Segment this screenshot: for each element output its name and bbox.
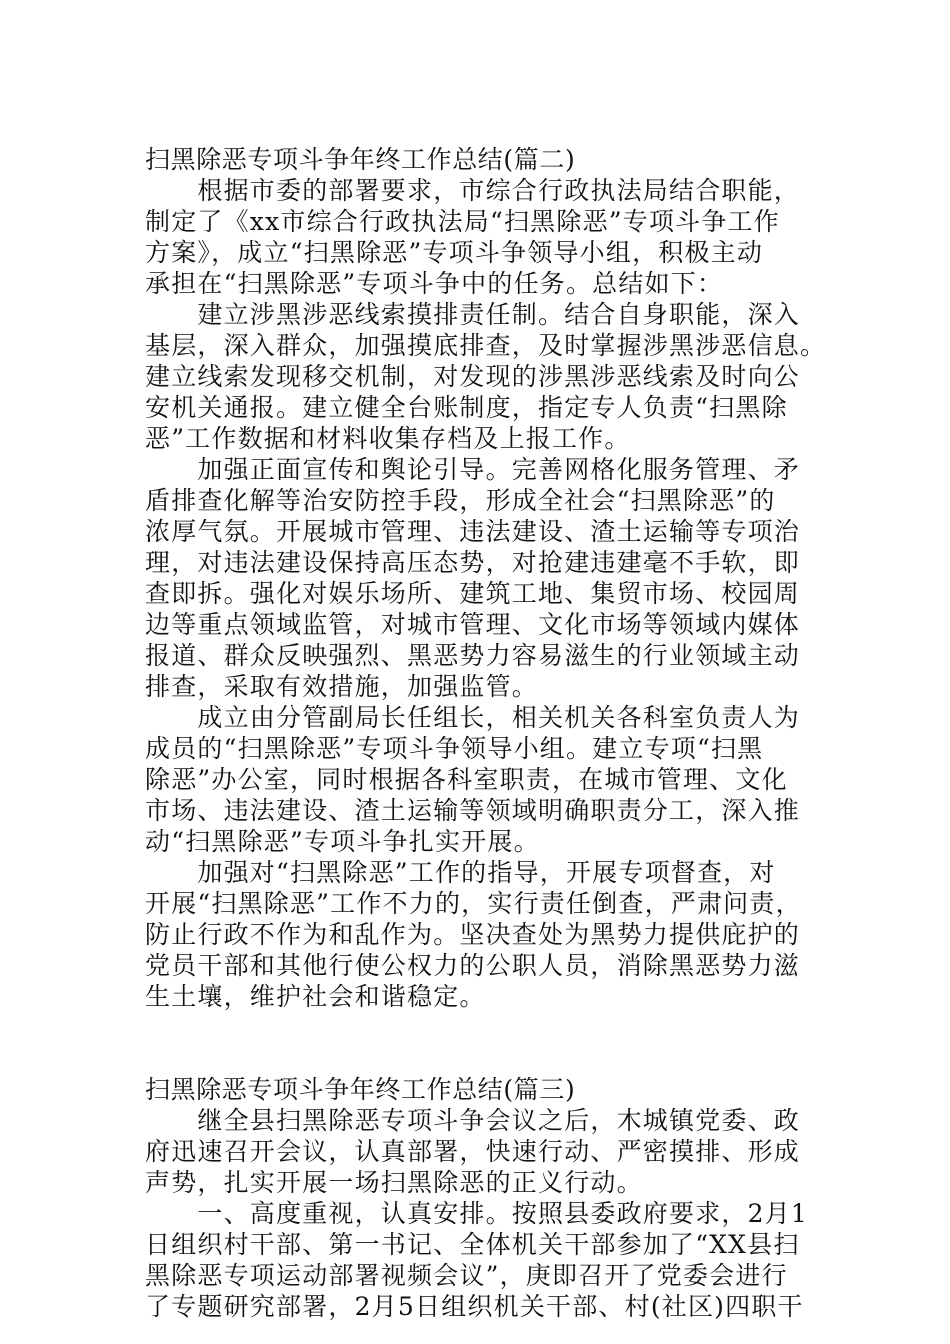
paragraph-line: 基层，深入群众，加强摸底排查，及时掌握涉黑涉恶信息。	[145, 331, 827, 360]
paragraph-line: 府迅速召开会议，认真部署，快速行动、严密摸排、形成	[145, 1137, 801, 1166]
paragraph-line: 建立涉黑涉恶线索摸排责任制。结合自身职能，深入	[145, 300, 801, 329]
paragraph-line: 声势，扎实开展一场扫黑除恶的正义行动。	[145, 1168, 643, 1197]
paragraph-line: 加强正面宣传和舆论引导。完善网格化服务管理、矛	[145, 455, 801, 484]
paragraph-line: 党员干部和其他行使公权力的公职人员，消除黑恶势力滋	[145, 951, 801, 980]
paragraph-line: 排查，采取有效措施，加强监管。	[145, 672, 539, 701]
paragraph-line: 浓厚气氛。开展城市管理、违法建设、渣土运输等专项治	[145, 517, 801, 546]
section-title-part-2: 扫黑除恶专项斗争年终工作总结(篇二)	[145, 145, 576, 174]
paragraph-line: 日组织村干部、第一书记、全体机关干部参加了“XX县扫	[145, 1230, 800, 1259]
paragraph-line: 承担在“扫黑除恶”专项斗争中的任务。总结如下：	[145, 269, 724, 298]
paragraph-line: 恶”工作数据和材料收集存档及上报工作。	[145, 424, 631, 453]
paragraph-line: 盾排查化解等治安防控手段，形成全社会“扫黑除恶”的	[145, 486, 776, 515]
paragraph-line: 黑除恶专项运动部署视频会议”，庚即召开了党委会进行	[145, 1261, 788, 1290]
paragraph-line: 理，对违法建设保持高压态势，对抢建违建毫不手软，即	[145, 548, 801, 577]
paragraph-line: 建立线索发现移交机制，对发现的涉黑涉恶线索及时向公	[145, 362, 801, 391]
paragraph-line: 成立由分管副局长任组长，相关机关各科室负责人为	[145, 703, 801, 732]
paragraph-line: 加强对“扫黑除恶”工作的指导，开展专项督查，对	[145, 858, 776, 887]
section-title-part-3: 扫黑除恶专项斗争年终工作总结(篇三)	[145, 1075, 576, 1104]
paragraph-line: 边等重点领域监管，对城市管理、文化市场等领域内媒体	[145, 610, 801, 639]
paragraph-line: 动“扫黑除恶”专项斗争扎实开展。	[145, 827, 540, 856]
paragraph-line: 根据市委的部署要求，市综合行政执法局结合职能，	[145, 176, 801, 205]
paragraph-line: 继全县扫黑除恶专项斗争会议之后，木城镇党委、政	[145, 1106, 801, 1135]
paragraph-line: 成员的“扫黑除恶”专项斗争领导小组。建立专项“扫黑	[145, 734, 764, 763]
paragraph-line: 报道、群众反映强烈、黑恶势力容易滋生的行业领域主动	[145, 641, 801, 670]
paragraph-line: 了专题研究部署，2月5日组织机关干部、村(社区)四职干	[145, 1292, 804, 1321]
paragraph-line: 方案》，成立“扫黑除恶”专项斗争领导小组，积极主动	[145, 238, 764, 267]
paragraph-line: 安机关通报。建立健全台账制度，指定专人负责“扫黑除	[145, 393, 788, 422]
paragraph-line: 一、高度重视，认真安排。按照县委政府要求，2月1	[145, 1199, 809, 1228]
paragraph-line: 除恶”办公室，同时根据各科室职责，在城市管理、文化	[145, 765, 788, 794]
paragraph-line: 防止行政不作为和乱作为。坚决查处为黑势力提供庇护的	[145, 920, 801, 949]
paragraph-line: 查即拆。强化对娱乐场所、建筑工地、集贸市场、校园周	[145, 579, 801, 608]
paragraph-line: 生土壤，维护社会和谐稳定。	[145, 982, 486, 1011]
paragraph-line: 制定了《xx市综合行政执法局“扫黑除恶”专项斗争工作	[145, 207, 780, 236]
paragraph-line: 开展“扫黑除恶”工作不力的，实行责任倒查，严肃问责，	[145, 889, 802, 918]
paragraph-line: 市场、违法建设、渣土运输等领域明确职责分工，深入推	[145, 796, 801, 825]
